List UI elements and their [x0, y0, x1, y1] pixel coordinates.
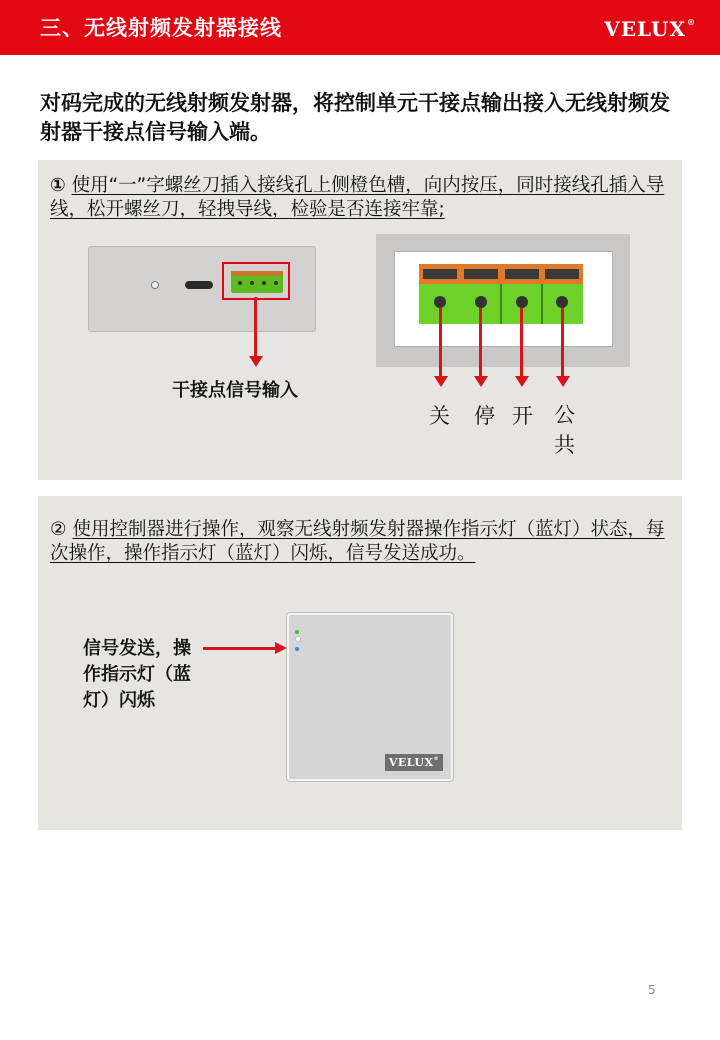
step1-text: 使用“一”字螺丝刀插入接线孔上侧橙色槽，向内按压，同时接线孔插入导线，松开螺丝刀，轻拽导线，检验是否连接牢靠; — [50, 175, 665, 220]
device-velux-logo — [385, 754, 443, 771]
terminal-block — [419, 264, 583, 324]
page-heading: 对码完成的无线射频发射器，将控制单元干接点输出接入无线射频发射器干接点信号输入端。 — [40, 91, 670, 144]
step2-panel — [38, 496, 682, 830]
arrow-down-icon — [434, 376, 448, 387]
terminal-closeup-image — [376, 234, 630, 367]
transmitter-front-view — [287, 613, 453, 781]
header-bar — [0, 0, 720, 55]
transmitter-side-view — [88, 246, 316, 332]
blue-led-icon — [295, 647, 299, 651]
velux-logo — [604, 17, 696, 41]
step1-instruction — [50, 174, 680, 222]
page-number: 5 — [648, 983, 656, 997]
arrow-terminal-2 — [479, 308, 482, 378]
terminal-label-common: 公共 — [554, 403, 575, 457]
dry-contact-input-label: 干接点信号输入 — [172, 380, 298, 401]
screw-icon — [475, 296, 487, 308]
terminal-label-close: 关 — [429, 404, 450, 428]
arrow-down-icon — [556, 376, 570, 387]
arrow-down-icon — [515, 376, 529, 387]
screw-icon — [556, 296, 568, 308]
arrow-terminal-1 — [439, 308, 442, 378]
section-title: 三、无线射频发射器接线 — [40, 16, 282, 40]
terminal-label-stop: 停 — [474, 404, 495, 428]
arrow-to-led — [203, 647, 277, 650]
step2-text: 使用控制器进行操作，观察无线射频发射器操作指示灯（蓝灯）状态，每次操作，操作指示灯（蓝灯）闪烁，信号发送成功。 — [50, 519, 665, 564]
arrow-to-label — [254, 297, 257, 357]
device-logo-text: VELUX — [388, 756, 434, 769]
green-led-icon — [295, 630, 299, 634]
logo-registered-mark: ® — [687, 17, 696, 27]
indicator-hole — [151, 281, 159, 289]
logo-text: VELUX — [604, 17, 686, 41]
button-slot — [185, 281, 213, 289]
step1-number: ① — [50, 175, 66, 196]
step2-instruction — [50, 518, 680, 566]
arrow-terminal-4 — [561, 308, 564, 378]
screw-icon — [516, 296, 528, 308]
step1-panel — [38, 160, 682, 480]
screw-icon — [434, 296, 446, 308]
step2-number: ② — [50, 519, 67, 540]
terminal-label-open: 开 — [512, 404, 533, 428]
arrow-right-icon — [275, 642, 287, 654]
signal-sent-callout: 信号发送，操作指示灯（蓝灯）闪烁 — [83, 638, 191, 711]
device-logo-mark: ® — [433, 756, 439, 762]
mini-terminal-block — [231, 271, 283, 293]
arrow-down-icon — [474, 376, 488, 387]
white-led-icon — [295, 636, 301, 642]
terminal-highlight-box — [222, 262, 290, 300]
arrow-terminal-3 — [520, 308, 523, 378]
arrow-down-icon — [249, 356, 263, 367]
